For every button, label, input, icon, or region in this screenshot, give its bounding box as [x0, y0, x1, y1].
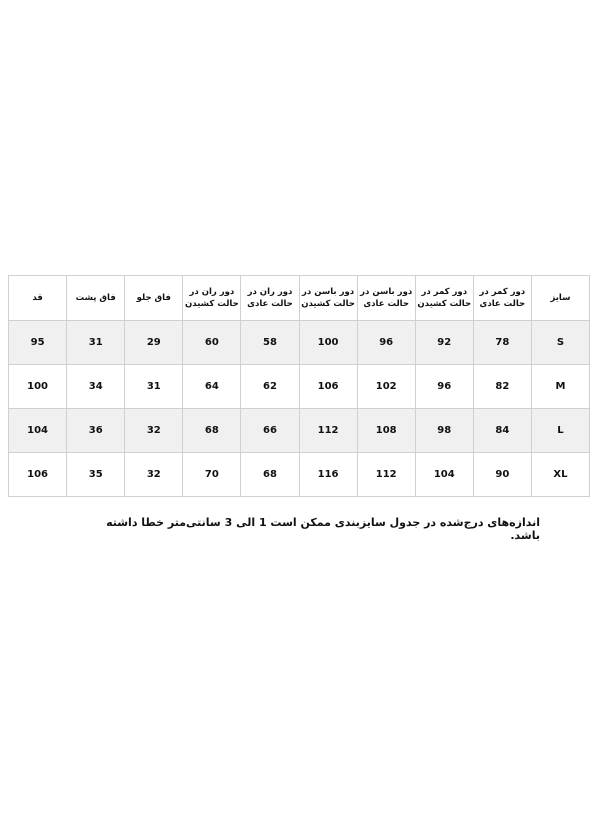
table-cell: 96: [357, 321, 415, 365]
table-cell: S: [531, 321, 589, 365]
table-cell: 68: [183, 409, 241, 453]
table-cell: 90: [473, 453, 531, 497]
table-cell: 36: [67, 409, 125, 453]
header-thigh-normal: دور ران در حالت عادی: [241, 276, 299, 321]
table-cell: 64: [183, 365, 241, 409]
header-size: سایز: [531, 276, 589, 321]
header-hip-normal: دور باسن در حالت عادی: [357, 276, 415, 321]
table-cell: 112: [357, 453, 415, 497]
table-cell: 78: [473, 321, 531, 365]
table-cell: 96: [415, 365, 473, 409]
table-cell: 82: [473, 365, 531, 409]
table-row: [9, 409, 590, 453]
table-cell: 68: [241, 453, 299, 497]
table-row: [9, 365, 590, 409]
table-cell: 31: [125, 365, 183, 409]
table-cell: 95: [9, 321, 67, 365]
table-cell: 104: [9, 409, 67, 453]
size-tolerance-note: اندازه‌های درج‌شده در جدول سایزبندی ممکن است 1 الی 3 سانتی‌متر خطا داشته باشد.: [106, 516, 540, 542]
header-waist-normal: دور کمر در حالت عادی: [473, 276, 531, 321]
table-cell: 98: [415, 409, 473, 453]
table-cell: 70: [183, 453, 241, 497]
header-length: قد: [9, 276, 67, 321]
table-cell: 106: [9, 453, 67, 497]
table-cell: 31: [67, 321, 125, 365]
table-cell: M: [531, 365, 589, 409]
table-cell: 32: [125, 409, 183, 453]
table-cell: 92: [415, 321, 473, 365]
table-cell: 62: [241, 365, 299, 409]
size-chart-table: [8, 275, 590, 497]
header-hip-stretched: دور باسن در حالت کشیدن: [299, 276, 357, 321]
header-row: [9, 276, 590, 321]
header-front-rise: فاق جلو: [125, 276, 183, 321]
table-cell: 35: [67, 453, 125, 497]
table-cell: 116: [299, 453, 357, 497]
table-cell: 106: [299, 365, 357, 409]
table-cell: L: [531, 409, 589, 453]
table-cell: 100: [9, 365, 67, 409]
table-row: [9, 321, 590, 365]
header-back-rise: فاق پشت: [67, 276, 125, 321]
table-cell: 84: [473, 409, 531, 453]
table-row: [9, 453, 590, 497]
table-cell: 60: [183, 321, 241, 365]
header-thigh-stretched: دور ران در حالت کشیدن: [183, 276, 241, 321]
header-waist-stretched: دور کمر در حالت کشیدن: [415, 276, 473, 321]
table-cell: 100: [299, 321, 357, 365]
table-cell: 66: [241, 409, 299, 453]
table-cell: 29: [125, 321, 183, 365]
table-cell: 102: [357, 365, 415, 409]
table-cell: XL: [531, 453, 589, 497]
table-cell: 104: [415, 453, 473, 497]
table-cell: 58: [241, 321, 299, 365]
table-cell: 112: [299, 409, 357, 453]
table-cell: 108: [357, 409, 415, 453]
table-cell: 32: [125, 453, 183, 497]
table-cell: 34: [67, 365, 125, 409]
